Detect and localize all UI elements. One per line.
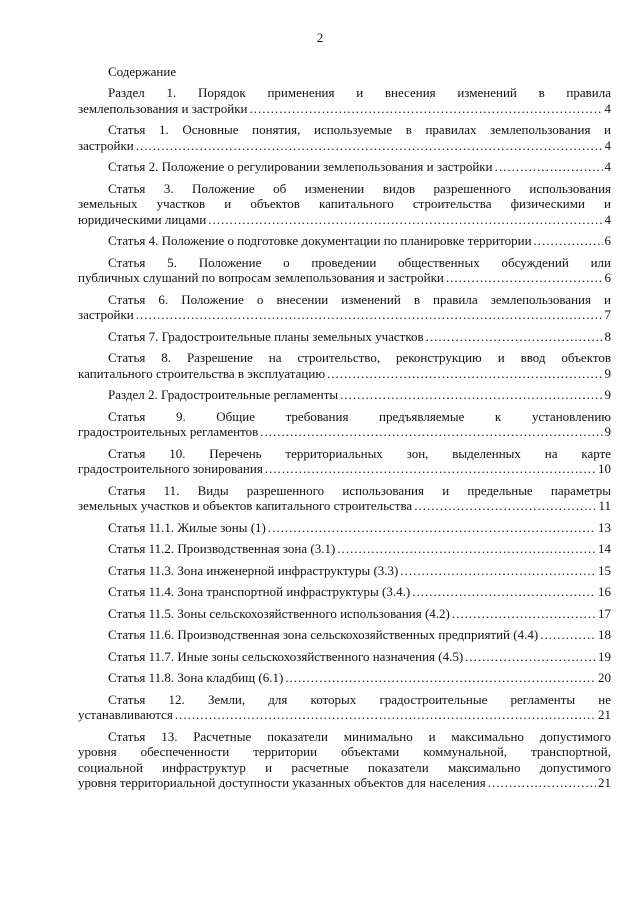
toc-entry-line: социальной инфраструктур и расчетные показатели максимально допустимого xyxy=(78,759,611,775)
toc-entry-line: Статья 13. Расчетные показатели минимально и максимально допустимого xyxy=(108,728,611,744)
toc-entry-text: Статья 11.7. Иные зоны сельскохозяйственного назначения (4.5) xyxy=(108,648,464,664)
toc-entry-line xyxy=(78,101,611,117)
toc-entry-line xyxy=(78,461,611,477)
toc-page-number: 21 xyxy=(598,707,611,722)
toc-entry[interactable] xyxy=(78,563,611,579)
dot-leader xyxy=(175,707,596,723)
toc-entry-line: Статья 3. Положение об изменении видов разрешенного использования xyxy=(108,180,611,196)
toc-entry[interactable] xyxy=(78,670,611,686)
dot-leader xyxy=(400,563,596,579)
toc-page-number: 9 xyxy=(604,387,611,402)
toc-entry-text: Статья 11.8. Зона кладбищ (6.1) xyxy=(108,670,284,685)
toc-entry-line xyxy=(78,707,611,723)
dot-leader xyxy=(268,520,596,536)
dot-leader xyxy=(465,649,596,665)
toc-entry[interactable] xyxy=(78,446,611,477)
toc-entry[interactable] xyxy=(78,649,611,665)
dot-leader xyxy=(337,541,596,557)
toc-entry-text: земельных участков и объектов капитального строительства xyxy=(78,498,413,513)
toc-entry[interactable] xyxy=(78,233,611,249)
toc-entry-line: Статья 8. Разрешение на строительство, реконструкцию и ввод объектов xyxy=(108,350,611,365)
toc-entry[interactable] xyxy=(78,122,611,153)
toc-entry-line xyxy=(78,159,611,175)
toc-page-number: 14 xyxy=(598,541,611,556)
toc-entry-line xyxy=(78,584,611,600)
toc-page-number: 4 xyxy=(604,159,611,174)
toc-entry[interactable] xyxy=(78,729,611,791)
toc-entry[interactable] xyxy=(78,606,611,622)
toc-page-number: 11 xyxy=(598,498,611,513)
toc-entry-line xyxy=(78,270,611,286)
toc-page-number: 10 xyxy=(598,461,611,476)
dot-leader xyxy=(340,387,602,403)
toc-entry-line: Статья 11. Виды разрешенного использования и предельные параметры xyxy=(108,482,611,498)
toc-entry-text: Статья 11.6. Производственная зона сельскохозяйственных предприятий (4.4) xyxy=(108,627,539,642)
toc-page-number: 9 xyxy=(604,424,611,439)
toc-entry-line: Статья 9. Общие требования предъявляемые к установлению xyxy=(108,408,611,424)
toc-entry-text: застройки xyxy=(78,307,134,322)
toc-page-number: 13 xyxy=(598,519,611,535)
toc-entry-text: юридическими лицами xyxy=(78,211,207,227)
toc-page-number: 9 xyxy=(604,365,611,381)
dot-leader xyxy=(285,670,596,686)
toc-entry-line xyxy=(78,233,611,249)
toc-entry-line: Статья 10. Перечень территориальных зон, выделенных на карте xyxy=(108,445,611,461)
toc-entry[interactable] xyxy=(78,159,611,175)
toc-page-number: 8 xyxy=(604,328,611,344)
toc-entry[interactable] xyxy=(78,584,611,600)
toc-entry-line: Статья 1. Основные понятия, используемые в правилах землепользования и xyxy=(108,122,611,137)
toc-entries xyxy=(78,85,611,791)
toc-entry-text: Статья 11.3. Зона инженерной инфраструктуры (3.3) xyxy=(108,562,399,578)
toc-entry-line xyxy=(78,138,611,154)
toc-entry-line xyxy=(78,498,611,514)
dot-leader xyxy=(249,101,602,117)
toc-entry-text: Статья 11.5. Зоны сельскохозяйственного использования (4.2) xyxy=(108,605,450,621)
toc-entry-line xyxy=(78,329,611,345)
toc-entry-line xyxy=(78,212,611,228)
toc-page-number: 15 xyxy=(598,562,611,578)
toc-entry[interactable] xyxy=(78,329,611,345)
dot-leader xyxy=(495,159,603,175)
toc-page-number: 16 xyxy=(598,584,611,599)
dot-leader xyxy=(452,606,596,622)
toc-entry-text: градостроительного зонирования xyxy=(78,461,263,476)
toc-entry[interactable] xyxy=(78,409,611,440)
toc-entry[interactable] xyxy=(78,350,611,381)
dot-leader xyxy=(412,584,596,600)
toc-entry-text: Статья 4. Положение о подготовке документации по планировке территории xyxy=(108,233,532,248)
toc-entry-text: уровня территориальной доступности указанных объектов для населения xyxy=(78,775,486,790)
toc-page-number: 19 xyxy=(598,648,611,664)
toc-entry-line xyxy=(78,670,611,686)
toc-entry-text: Статья 11.4. Зона транспортной инфраструктуры (3.4.) xyxy=(108,584,411,599)
dot-leader xyxy=(534,233,603,249)
toc-entry-text: Статья 11.2. Производственная зона (3.1) xyxy=(108,541,336,556)
toc-entry-line xyxy=(78,424,611,440)
toc-entry-line xyxy=(78,627,611,643)
dot-leader xyxy=(136,307,603,323)
toc-page-number: 6 xyxy=(604,270,611,285)
toc-entry-text: публичных слушаний по вопросам землепользования и застройки xyxy=(78,270,444,285)
toc-entry-line: Статья 12. Земли, для которых градостроительные регламенты не xyxy=(108,691,611,707)
dot-leader xyxy=(488,775,596,791)
toc-entry-line xyxy=(78,387,611,403)
page-number: 2 xyxy=(316,30,324,45)
toc-page-number: 7 xyxy=(604,307,611,322)
toc-entry-line xyxy=(78,520,611,536)
dot-leader xyxy=(208,212,602,228)
toc-entry[interactable] xyxy=(78,692,611,723)
toc-page-number: 6 xyxy=(604,233,611,248)
toc-entry-line xyxy=(78,649,611,665)
toc-entry[interactable] xyxy=(78,181,611,228)
toc-entry-line: Статья 5. Положение о проведении общественных обсуждений или xyxy=(108,254,611,270)
toc-entry-text: градостроительных регламентов xyxy=(78,424,259,439)
toc-entry-line: Статья 6. Положение о внесении изменений в правила землепользования и xyxy=(108,291,611,307)
toc-entry-text: устанавливаются xyxy=(78,707,173,722)
dot-leader xyxy=(265,461,596,477)
toc-entry-text: капитального строительства в эксплуатацию xyxy=(78,365,326,381)
toc-entry[interactable] xyxy=(78,292,611,323)
dot-leader xyxy=(414,498,596,514)
toc-page-number: 4 xyxy=(604,100,611,116)
toc-entry-line xyxy=(78,366,611,382)
toc-entry-line xyxy=(78,775,611,791)
toc-entry-line: уровня обеспеченности территории объектами коммунальной, транспортной, xyxy=(78,744,611,759)
toc-entry[interactable] xyxy=(78,387,611,403)
toc-entry[interactable] xyxy=(78,255,611,286)
toc-entry-text: Раздел 2. Градостроительные регламенты xyxy=(108,387,339,402)
toc-entry[interactable] xyxy=(78,520,611,536)
toc-entry-line xyxy=(78,563,611,579)
dot-leader xyxy=(327,366,602,382)
table-of-contents xyxy=(78,64,611,797)
toc-entry-line xyxy=(78,541,611,557)
toc-entry-text: Статья 2. Положение о регулировании землепользования и застройки xyxy=(108,159,493,174)
toc-page-number: 20 xyxy=(598,670,611,685)
dot-leader xyxy=(446,270,603,286)
dot-leader xyxy=(540,627,596,643)
toc-entry[interactable] xyxy=(78,483,611,514)
toc-entry-text: землепользования и застройки xyxy=(78,100,248,116)
toc-entry[interactable] xyxy=(78,627,611,643)
dot-leader xyxy=(136,138,603,154)
toc-page-number: 21 xyxy=(598,775,611,790)
dot-leader xyxy=(260,424,602,440)
toc-title: Содержание xyxy=(108,64,177,79)
toc-entry-line xyxy=(78,606,611,622)
toc-entry[interactable] xyxy=(78,85,611,116)
toc-entry-line: Раздел 1. Порядок применения и внесения изменений в правила xyxy=(108,85,611,100)
dot-leader xyxy=(426,329,603,345)
toc-page-number: 18 xyxy=(598,627,611,642)
toc-page-number: 17 xyxy=(598,605,611,621)
toc-entry-text: Статья 11.1. Жилые зоны (1) xyxy=(108,519,266,535)
toc-page-number: 4 xyxy=(604,211,611,227)
toc-entry-line xyxy=(78,307,611,323)
toc-page-number: 4 xyxy=(604,137,611,153)
toc-entry[interactable] xyxy=(78,541,611,557)
toc-entry-line: земельных участков и объектов капитального строительства физическими и xyxy=(78,196,611,211)
toc-entry-text: застройки xyxy=(78,137,134,153)
toc-entry-text: Статья 7. Градостроительные планы земельных участков xyxy=(108,328,424,344)
